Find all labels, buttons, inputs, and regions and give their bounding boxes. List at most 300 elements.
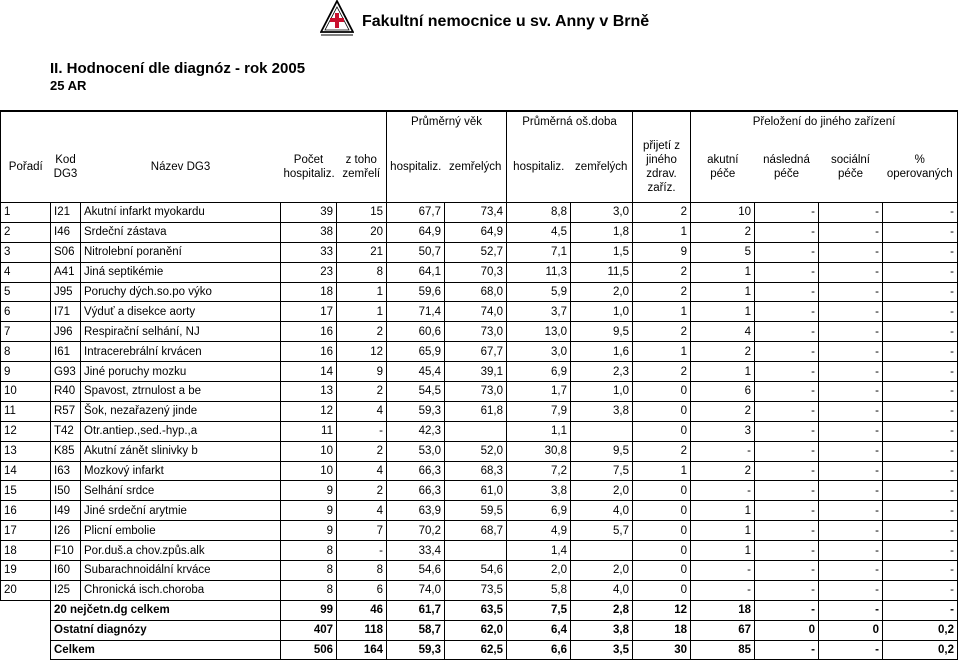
table-cell: I63: [51, 461, 81, 481]
report-title: II. Hodnocení dle diagnóz - rok 2005: [50, 60, 306, 77]
table-cell: 4: [337, 401, 387, 421]
summary-cell: 0,2: [883, 620, 958, 640]
table-cell: Výduť a disekce aorty: [81, 302, 281, 322]
table-cell: 9: [281, 521, 337, 541]
table-cell: 7: [1, 322, 51, 342]
table-cell: 66,3: [387, 461, 445, 481]
table-cell: 53,0: [387, 441, 445, 461]
table-cell: -: [691, 561, 755, 581]
table-cell: Intracerebrální krvácen: [81, 342, 281, 362]
table-cell: -: [755, 421, 819, 441]
table-row: [1, 203, 958, 223]
table-cell: 3,8: [571, 401, 633, 421]
empty-cell: [1, 640, 51, 660]
table-cell: -: [755, 322, 819, 342]
table-cell: -: [819, 282, 883, 302]
table-cell: I21: [51, 203, 81, 223]
table-cell: -: [755, 222, 819, 242]
table-cell: -: [883, 322, 958, 342]
table-cell: 2,0: [571, 481, 633, 501]
table-cell: 6: [691, 382, 755, 402]
table-cell: 3: [691, 421, 755, 441]
table-cell: 4: [691, 322, 755, 342]
table-cell: -: [819, 441, 883, 461]
table-cell: 68,0: [445, 282, 507, 302]
table-cell: Mozkový infarkt: [81, 461, 281, 481]
table-cell: -: [755, 541, 819, 561]
table-cell: 1: [691, 501, 755, 521]
table-cell: -: [755, 382, 819, 402]
table-cell: -: [337, 421, 387, 441]
col-admit: přijetí z jiného zdrav. zaříz.: [633, 132, 691, 203]
table-cell: 0: [633, 481, 691, 501]
table-cell: 1: [633, 302, 691, 322]
table-cell: [571, 421, 633, 441]
table-cell: Šok, nezařazený jinde: [81, 401, 281, 421]
table-cell: 13,0: [507, 322, 571, 342]
table-cell: -: [755, 521, 819, 541]
table-cell: 39: [281, 203, 337, 223]
table-cell: -: [883, 302, 958, 322]
summary-cell: 0: [755, 620, 819, 640]
table-cell: 20: [1, 580, 51, 600]
table-cell: 61,8: [445, 401, 507, 421]
table-cell: I60: [51, 561, 81, 581]
table-cell: S06: [51, 242, 81, 262]
table-cell: 4,0: [571, 501, 633, 521]
table-cell: 9,5: [571, 441, 633, 461]
table-cell: I49: [51, 501, 81, 521]
table-cell: 2,3: [571, 362, 633, 382]
table-cell: -: [755, 342, 819, 362]
table-cell: 1: [691, 302, 755, 322]
table-cell: 2: [633, 203, 691, 223]
table-cell: 64,9: [387, 222, 445, 242]
table-cell: 8: [281, 561, 337, 581]
table-cell: [445, 541, 507, 561]
table-cell: 18: [281, 282, 337, 302]
table-cell: 9: [337, 362, 387, 382]
table-cell: -: [819, 262, 883, 282]
table-cell: -: [883, 541, 958, 561]
table-row: [1, 382, 958, 402]
table-cell: 2: [337, 322, 387, 342]
table-cell: 1,6: [571, 342, 633, 362]
diagnosis-table: [0, 110, 958, 660]
col-social: sociální péče: [819, 132, 883, 203]
table-cell: -: [755, 461, 819, 481]
summary-cell: 2,8: [571, 600, 633, 620]
table-cell: 61,0: [445, 481, 507, 501]
table-cell: -: [819, 580, 883, 600]
table-cell: -: [883, 401, 958, 421]
table-cell: 68,7: [445, 521, 507, 541]
table-cell: 10: [281, 441, 337, 461]
table-cell: 2: [337, 382, 387, 402]
table-cell: 14: [1, 461, 51, 481]
table-cell: 9: [281, 481, 337, 501]
table-cell: -: [819, 203, 883, 223]
table-cell: Selhání srdce: [81, 481, 281, 501]
table-cell: 73,5: [445, 580, 507, 600]
table-row: [1, 421, 958, 441]
table-cell: -: [691, 441, 755, 461]
table-cell: -: [883, 282, 958, 302]
table-cell: 21: [337, 242, 387, 262]
column-header-row: [1, 132, 958, 203]
table-row: [1, 561, 958, 581]
empty-cell: [1, 620, 51, 640]
table-cell: F10: [51, 541, 81, 561]
table-cell: -: [883, 561, 958, 581]
table-cell: 1: [1, 203, 51, 223]
table-cell: 3,7: [507, 302, 571, 322]
table-cell: -: [819, 501, 883, 521]
table-cell: 8: [1, 342, 51, 362]
table-cell: 2: [633, 282, 691, 302]
table-cell: 2: [1, 222, 51, 242]
table-cell: -: [819, 342, 883, 362]
table-cell: 2: [691, 222, 755, 242]
table-cell: 3: [1, 242, 51, 262]
table-cell: 15: [337, 203, 387, 223]
table-cell: 59,6: [387, 282, 445, 302]
table-cell: 13: [281, 382, 337, 402]
table-cell: I61: [51, 342, 81, 362]
table-cell: J95: [51, 282, 81, 302]
table-body: [1, 203, 958, 660]
table-cell: 2,0: [507, 561, 571, 581]
col-los-dead: zemřelých: [571, 132, 633, 203]
table-cell: 7: [337, 521, 387, 541]
table-cell: T42: [51, 421, 81, 441]
table-cell: -: [883, 501, 958, 521]
table-cell: 7,5: [571, 461, 633, 481]
group-header-row: [1, 111, 958, 132]
table-cell: 2: [633, 441, 691, 461]
table-row: [1, 501, 958, 521]
table-cell: 2: [337, 441, 387, 461]
table-row: [1, 262, 958, 282]
table-cell: 13: [1, 441, 51, 461]
table-cell: -: [755, 262, 819, 282]
table-cell: 1: [691, 541, 755, 561]
table-cell: -: [883, 382, 958, 402]
table-cell: -: [883, 580, 958, 600]
col-code: Kod DG3: [51, 132, 81, 203]
table-cell: -: [883, 203, 958, 223]
table-cell: 17: [1, 521, 51, 541]
col-oper: % operovaných: [883, 132, 958, 203]
col-age-dead: zemřelých: [445, 132, 507, 203]
table-cell: 2,0: [571, 282, 633, 302]
table-cell: 8: [281, 541, 337, 561]
table-cell: R40: [51, 382, 81, 402]
table-cell: 1: [691, 521, 755, 541]
summary-cell: 506: [281, 640, 337, 660]
table-cell: -: [819, 521, 883, 541]
table-cell: 2: [633, 322, 691, 342]
table-row: [1, 222, 958, 242]
table-cell: 8: [337, 561, 387, 581]
table-cell: -: [819, 222, 883, 242]
hospital-logo: [320, 0, 354, 38]
table-cell: 0: [633, 561, 691, 581]
summary-cell: 62,0: [445, 620, 507, 640]
table-cell: 1,4: [507, 541, 571, 561]
table-cell: 0: [633, 401, 691, 421]
table-cell: 0: [633, 501, 691, 521]
table-cell: 4: [1, 262, 51, 282]
table-cell: 5: [1, 282, 51, 302]
table-cell: -: [755, 203, 819, 223]
table-cell: 5: [691, 242, 755, 262]
table-cell: 1,1: [507, 421, 571, 441]
table-cell: 1,0: [571, 302, 633, 322]
table-cell: I25: [51, 580, 81, 600]
summary-cell: 6,6: [507, 640, 571, 660]
table-cell: 9: [1, 362, 51, 382]
table-cell: -: [883, 262, 958, 282]
table-cell: I71: [51, 302, 81, 322]
group-transfer: Přeložení do jiného zařízení: [691, 111, 958, 132]
group-age: Průměrný věk: [387, 111, 507, 132]
table-row: [1, 242, 958, 262]
table-cell: 67,7: [445, 342, 507, 362]
summary-cell: 3,5: [571, 640, 633, 660]
table-cell: 4: [337, 501, 387, 521]
empty-cell: [1, 600, 51, 620]
table-cell: 1,0: [571, 382, 633, 402]
summary-cell: 67: [691, 620, 755, 640]
summary-cell: -: [819, 600, 883, 620]
table-row: [1, 441, 958, 461]
table-cell: 10: [691, 203, 755, 223]
table-cell: -: [755, 302, 819, 322]
table-cell: 1: [337, 282, 387, 302]
table-cell: 2: [633, 262, 691, 282]
table-cell: Spavost, ztrnulost a be: [81, 382, 281, 402]
table-cell: Jiné poruchy mozku: [81, 362, 281, 382]
table-cell: 10: [1, 382, 51, 402]
table-cell: 3,0: [571, 203, 633, 223]
table-cell: 1,8: [571, 222, 633, 242]
summary-cell: 7,5: [507, 600, 571, 620]
table-cell: 4,0: [571, 580, 633, 600]
summary-label: Ostatní diagnózy: [51, 620, 281, 640]
table-cell: -: [819, 401, 883, 421]
table-cell: -: [883, 362, 958, 382]
table-cell: -: [819, 322, 883, 342]
table-cell: 6: [337, 580, 387, 600]
table-cell: [571, 541, 633, 561]
col-follow: následná péče: [755, 132, 819, 203]
table-cell: G93: [51, 362, 81, 382]
table-cell: -: [883, 521, 958, 541]
table-cell: -: [819, 541, 883, 561]
table-cell: R57: [51, 401, 81, 421]
table-cell: 19: [1, 561, 51, 581]
table-row: [1, 541, 958, 561]
table-cell: -: [819, 421, 883, 441]
table-cell: Chronická isch.choroba: [81, 580, 281, 600]
table-row: [1, 481, 958, 501]
table-cell: 1,5: [571, 242, 633, 262]
table-cell: -: [883, 461, 958, 481]
table-row: [1, 282, 958, 302]
summary-row: [1, 640, 958, 660]
table-cell: 2,0: [571, 561, 633, 581]
table-cell: Jiná septikémie: [81, 262, 281, 282]
table-cell: Jiné srdeční arytmie: [81, 501, 281, 521]
summary-cell: 407: [281, 620, 337, 640]
table-cell: 71,4: [387, 302, 445, 322]
table-cell: 70,2: [387, 521, 445, 541]
summary-cell: 61,7: [387, 600, 445, 620]
summary-cell: 30: [633, 640, 691, 660]
table-cell: 33: [281, 242, 337, 262]
table-cell: -: [819, 481, 883, 501]
table-cell: 11: [281, 421, 337, 441]
table-cell: -: [883, 342, 958, 362]
table-cell: 16: [281, 342, 337, 362]
table-cell: -: [883, 222, 958, 242]
table-cell: 6,9: [507, 362, 571, 382]
table-row: [1, 342, 958, 362]
table-cell: 17: [281, 302, 337, 322]
summary-cell: 3,8: [571, 620, 633, 640]
table-cell: 0: [633, 541, 691, 561]
summary-row: [1, 600, 958, 620]
table-cell: 14: [281, 362, 337, 382]
table-row: [1, 362, 958, 382]
table-cell: 54,6: [445, 561, 507, 581]
table-cell: 8: [337, 262, 387, 282]
table-cell: 0: [633, 580, 691, 600]
table-cell: 39,1: [445, 362, 507, 382]
table-cell: 42,3: [387, 421, 445, 441]
table-cell: 60,6: [387, 322, 445, 342]
table-cell: 6: [1, 302, 51, 322]
table-cell: Por.duš.a chov.způs.alk: [81, 541, 281, 561]
table-cell: 12: [337, 342, 387, 362]
table-cell: 0: [633, 421, 691, 441]
col-age-hosp: hospitaliz.: [387, 132, 445, 203]
summary-cell: 6,4: [507, 620, 571, 640]
summary-cell: 58,7: [387, 620, 445, 640]
col-count: Počet hospitaliz.: [281, 132, 337, 203]
table-cell: 65,9: [387, 342, 445, 362]
table-cell: 64,9: [445, 222, 507, 242]
table-cell: -: [883, 481, 958, 501]
table-cell: -: [755, 501, 819, 521]
table-cell: 1: [633, 222, 691, 242]
table-cell: 11,3: [507, 262, 571, 282]
table-cell: 7,1: [507, 242, 571, 262]
summary-cell: 18: [633, 620, 691, 640]
table-cell: 38: [281, 222, 337, 242]
table-cell: -: [691, 481, 755, 501]
table-cell: 4,5: [507, 222, 571, 242]
table-cell: -: [883, 421, 958, 441]
summary-cell: -: [755, 640, 819, 660]
table-cell: 5,9: [507, 282, 571, 302]
table-cell: -: [819, 382, 883, 402]
table-cell: -: [883, 441, 958, 461]
table-cell: 11,5: [571, 262, 633, 282]
table-cell: Poruchy dých.so.po výko: [81, 282, 281, 302]
table-cell: 20: [337, 222, 387, 242]
table-cell: 2: [337, 481, 387, 501]
table-cell: 23: [281, 262, 337, 282]
table-cell: 70,3: [445, 262, 507, 282]
col-name: Název DG3: [81, 132, 281, 203]
table-cell: -: [755, 441, 819, 461]
table-cell: Akutní infarkt myokardu: [81, 203, 281, 223]
summary-cell: -: [883, 600, 958, 620]
table-cell: 12: [1, 421, 51, 441]
table-cell: -: [337, 541, 387, 561]
table-cell: Srdeční zástava: [81, 222, 281, 242]
summary-row: [1, 620, 958, 640]
table-cell: 5,7: [571, 521, 633, 541]
table-cell: 63,9: [387, 501, 445, 521]
table-cell: 74,0: [387, 580, 445, 600]
table-cell: 8: [281, 580, 337, 600]
table-cell: 1: [691, 362, 755, 382]
table-cell: 5,8: [507, 580, 571, 600]
table-cell: [445, 421, 507, 441]
table-cell: 2: [691, 342, 755, 362]
table-cell: 7,2: [507, 461, 571, 481]
table-cell: 59,5: [445, 501, 507, 521]
table-cell: -: [819, 302, 883, 322]
summary-label: 20 nejčetn.dg celkem: [51, 600, 281, 620]
table-cell: -: [691, 580, 755, 600]
summary-cell: -: [819, 640, 883, 660]
table-cell: -: [755, 401, 819, 421]
table-cell: 2: [691, 461, 755, 481]
table-cell: 73,4: [445, 203, 507, 223]
table-cell: 67,7: [387, 203, 445, 223]
summary-cell: 0,2: [883, 640, 958, 660]
col-los-hosp: hospitaliz.: [507, 132, 571, 203]
table-cell: 0: [633, 382, 691, 402]
table-cell: 1: [633, 342, 691, 362]
table-cell: 9,5: [571, 322, 633, 342]
table-cell: -: [755, 242, 819, 262]
table-cell: 11: [1, 401, 51, 421]
table-row: [1, 302, 958, 322]
table-cell: Subarachnoidální krváce: [81, 561, 281, 581]
table-cell: 9: [633, 242, 691, 262]
hospital-name: Fakultní nemocnice u sv. Anny v Brně: [362, 13, 650, 30]
table-cell: -: [755, 362, 819, 382]
table-cell: 64,1: [387, 262, 445, 282]
table-cell: 6,9: [507, 501, 571, 521]
table-cell: I46: [51, 222, 81, 242]
summary-cell: 0: [819, 620, 883, 640]
table-cell: 0: [633, 521, 691, 541]
table-cell: 2: [691, 401, 755, 421]
table-cell: 45,4: [387, 362, 445, 382]
table-cell: 4,9: [507, 521, 571, 541]
summary-cell: 62,5: [445, 640, 507, 660]
table-cell: Nitrolební poranění: [81, 242, 281, 262]
table-cell: J96: [51, 322, 81, 342]
table-cell: 68,3: [445, 461, 507, 481]
table-cell: 12: [281, 401, 337, 421]
